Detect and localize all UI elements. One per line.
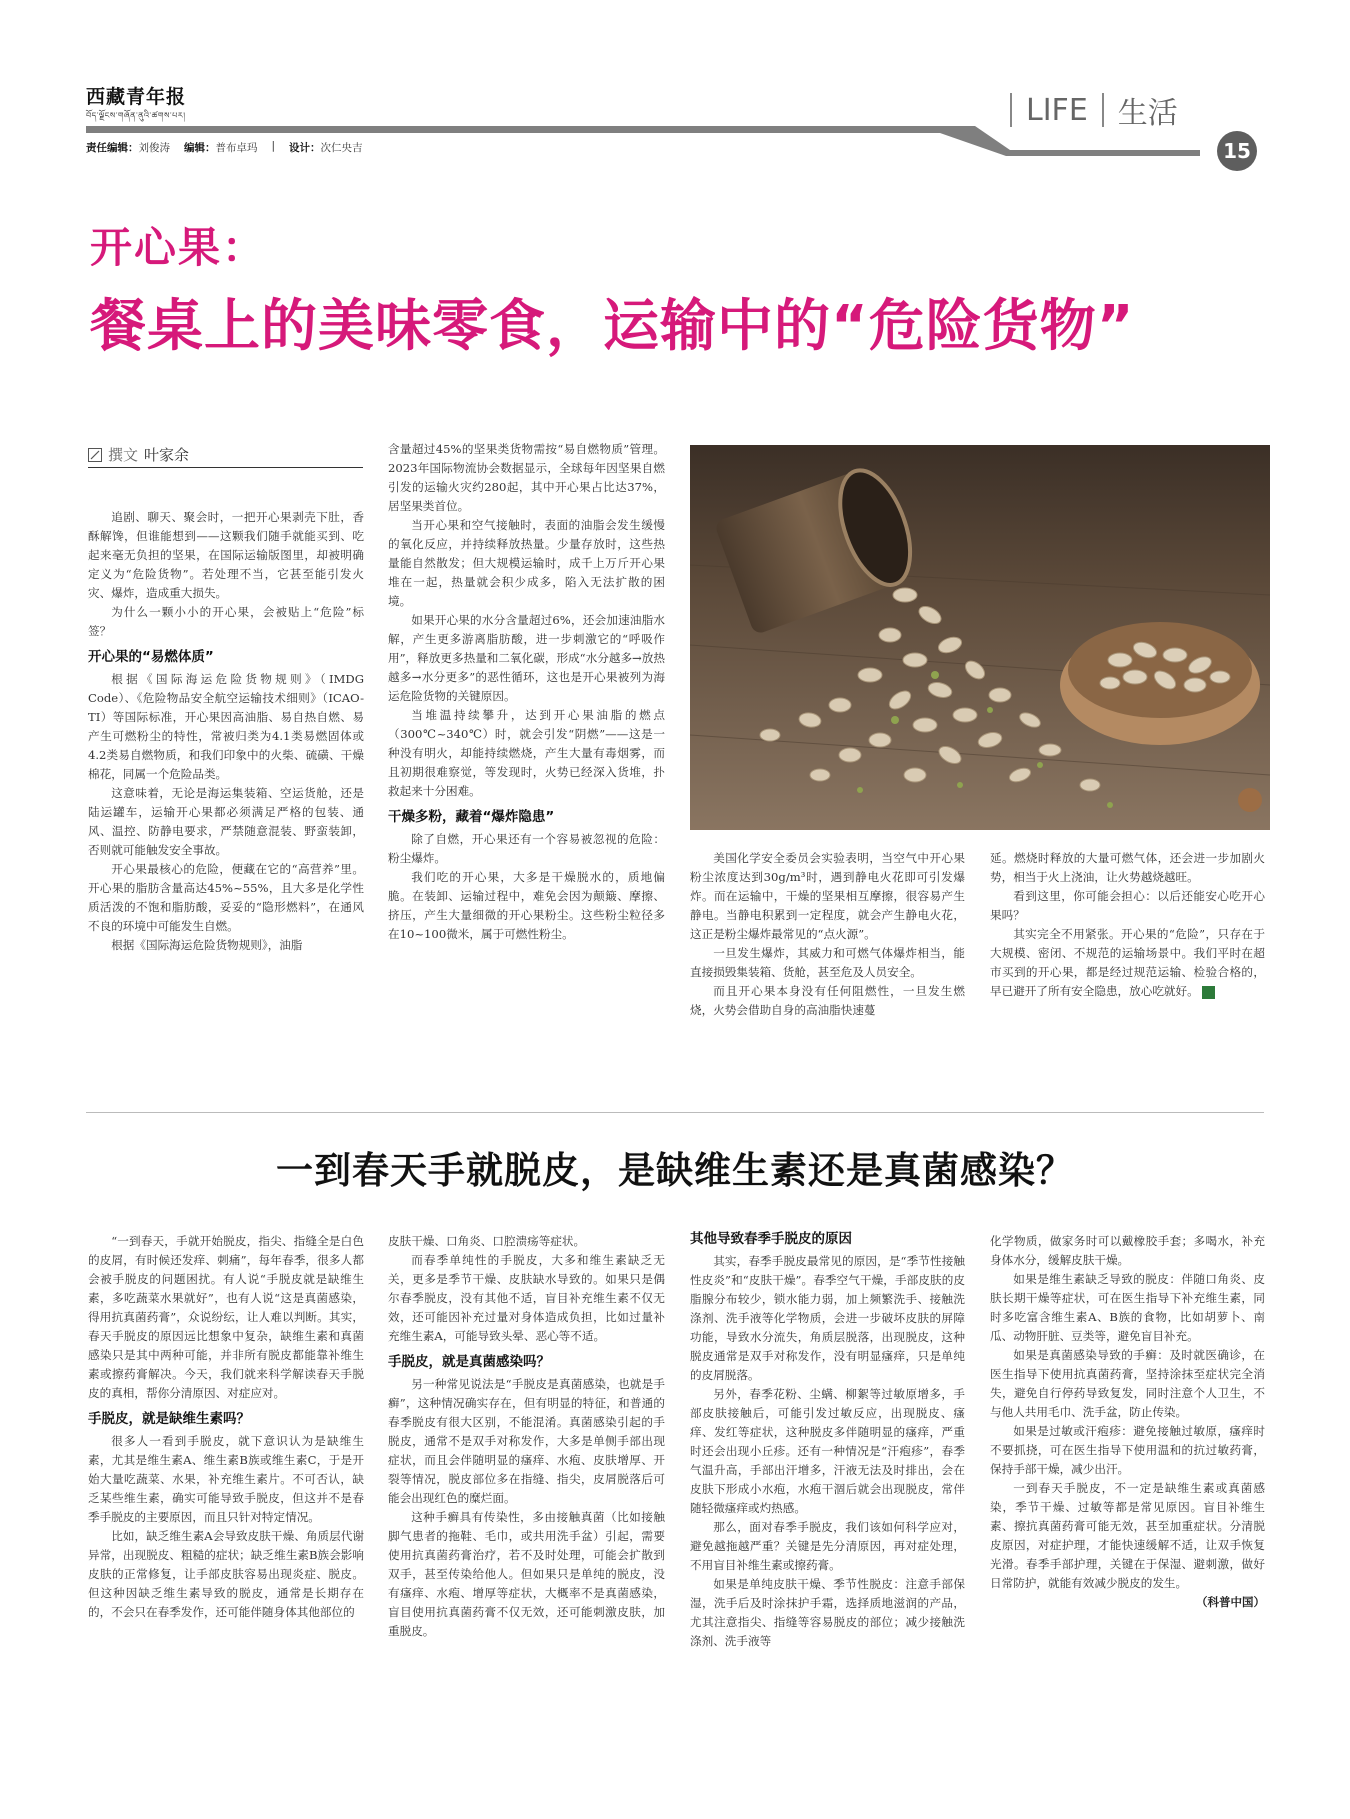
- paragraph: 另外，春季花粉、尘螨、柳絮等过敏原增多，手部皮肤接触后，可能引发过敏反应，出现脱皮、瘙痒、发红等症状，这种脱皮多伴随明显的瘙痒，严重时还会出现小丘疹。还有一种情况是“汗疱疹”，春季气温升高，手部出汗增多，汗液无法及时排出，会在皮肤下形成小水疱，水疱干涸后就会出现脱皮，常伴随轻微瘙痒或灼热感。: [690, 1387, 965, 1515]
- byline-author: 叶家余: [144, 446, 190, 464]
- paragraph: 如果是维生素缺乏导致的脱皮：伴随口角炎、皮肤长期干燥等症状，可在医生指导下补充维生素，同时多吃富含维生素A、B族的食物，比如胡萝卜、南瓜、动物肝脏、豆类等，避免盲目补充。: [990, 1272, 1265, 1343]
- paragraph: 一旦发生爆炸，其威力和可燃气体爆炸相当，能直接损毁集装箱、货舱，甚至危及人员安全。: [690, 946, 965, 979]
- paragraph: 当开心果和空气接触时，表面的油脂会发生缓慢的氧化反应，并持续释放热量。少量存放时，这些热量能自然散发；但大规模运输时，成千上万斤开心果堆在一起，热量就会积少成多，陷入无法扩散的困境。: [388, 518, 665, 608]
- article2-source: （科普中国）: [1196, 1595, 1265, 1609]
- paragraph: 当堆温持续攀升，达到开心果油脂的燃点（300℃~340℃）时，就会引发“阴燃”——这是一种没有明火，却能持续燃烧，产生大量有毒烟雾，而且初期很难察觉，等发现时，火势已经深入货堆，扑救起来十分困难。: [388, 708, 665, 798]
- paragraph: “一到春天，手就开始脱皮，指尖、指缝全是白色的皮屑，有时候还发痒、刺痛”，每年春季，很多人都会被手脱皮的问题困扰。有人说“手脱皮就是缺维生素，多吃蔬菜水果就好”，也有人说“这是真菌感染，得用抗真菌药膏”，众说纷纭，让人难以判断。其实，春天手脱皮的原因远比想象中复杂，缺维生素和真菌感染只是其中两种可能，并非所有脱皮都能靠补维生素或擦药膏解决。今天，我们就来科学解读春天手脱皮的真相，帮你分清原因、对症应对。: [88, 1234, 364, 1400]
- subheading: 手脱皮，就是真菌感染吗？: [388, 1354, 550, 1370]
- byline-rule: [88, 467, 363, 468]
- paragraph: 其实完全不用紧张。开心果的“危险”，只存在于大规模、密闭、不规范的运输场景中。我们平时在超市买到的开心果，都是经过规范运输、检验合格的，早已避开了所有安全隐患，放心吃就好。 青: [990, 927, 1265, 998]
- credit-designer: 设计：次仁央吉: [289, 142, 363, 154]
- paragraph: 一到春天手脱皮，不一定是缺维生素或真菌感染，季节干燥、过敏等都是常见原因。盲目补维生素、擦抗真菌药膏可能无效，甚至加重症状。分清脱皮原因，对症护理，才能快速缓解不适，让双手恢复光滑。春季手部护理，关键在于保湿、避刺激，做好日常防护，就能有效减少脱皮的发生。: [990, 1481, 1265, 1590]
- newspaper-logo-tibetan: བོད་ལྗོངས་གཞོན་ནུའི་ཚགས་པར།: [86, 111, 186, 120]
- paragraph: 我们吃的开心果，大多是干燥脱水的，质地偏脆。在装卸、运输过程中，难免会因为颠簸、摩擦、挤压，产生大量细微的开心果粉尘。这些粉尘粒径多在10~100微米，属于可燃性粉尘。: [388, 870, 665, 941]
- section-divider-mid: [1102, 93, 1104, 127]
- paragraph: 而春季单纯性的手脱皮，大多和维生素缺乏无关，更多是季节干燥、皮肤缺水导致的。如果只是偶尔春季脱皮，没有其他不适，盲目补充维生素不仅无效，还可能因补充过量对身体造成负担，比如过量补充维生素A，可能导致头晕、恶心等不适。: [388, 1253, 665, 1343]
- article1-headline: 餐桌上的美味零食，运输中的“危险货物”: [90, 294, 1135, 359]
- byline-label: 撰文: [108, 446, 139, 464]
- paragraph: 这种手癣具有传染性，多由接触真菌（比如接触脚气患者的拖鞋、毛巾，或共用洗手盆）引起，需要使用抗真菌药膏治疗，若不及时处理，可能会扩散到双手，甚至传染给他人。但如果只是单纯的脱皮，没有瘙痒、水疱、增厚等症状，大概率不是真菌感染，盲目使用抗真菌药膏不仅无效，还可能刺激皮肤，加重脱皮。: [388, 1510, 665, 1638]
- article1-column-3: [690, 849, 965, 1020]
- paragraph: 很多人一看到手脱皮，就下意识认为是缺维生素，尤其是维生素A、维生素B族或维生素C，于是开始大量吃蔬菜、水果，补充维生素片。不可否认，缺乏某些维生素，确实可能导致手脱皮，但这并不是春季手脱皮的主要原因，而且只针对特定情况。: [88, 1434, 364, 1524]
- paragraph: 如果开心果的水分含量超过6%，还会加速油脂水解，产生更多游离脂肪酸，进一步刺激它的“呼吸作用”，释放更多热量和二氧化碳，形成“水分越多→放热越多→水分更多”的恶性循环，这也是开心果被列为海运危险货物的关键原因。: [388, 613, 665, 703]
- paragraph: 美国化学安全委员会实验表明，当空气中开心果粉尘浓度达到30g/m³时，遇到静电火花即可引发爆炸。而在运输中，干燥的坚果相互摩擦，很容易产生静电。当静电积累到一定程度，就会产生静电火花，这正是粉尘爆炸最常见的“点火源”。: [690, 851, 965, 941]
- paragraph: 根据《国际海运危险货物规则》，油脂: [111, 938, 303, 952]
- pistachio-photo: [690, 445, 1270, 830]
- subheading: 开心果的“易燃体质”: [88, 649, 214, 665]
- article2-column-2: [388, 1232, 665, 1641]
- credit-editor: 编辑：普布卓玛: [184, 142, 258, 154]
- section-label-cn: 生活: [1117, 96, 1178, 131]
- paragraph: 化学物质，做家务时可以戴橡胶手套；多喝水，补充身体水分，缓解皮肤干燥。: [990, 1234, 1265, 1267]
- paragraph: 除了自燃，开心果还有一个容易被忽视的危险：粉尘爆炸。: [388, 832, 665, 865]
- newspaper-logo: 西藏青年报: [86, 86, 187, 108]
- paragraph: 为什么一颗小小的开心果，会被贴上“危险”标签？: [88, 605, 364, 638]
- paragraph: 那么，面对春季手脱皮，我们该如何科学应对，避免越拖越严重？关键是先分清原因，再对症处理，不用盲目补维生素或擦药膏。: [690, 1520, 965, 1572]
- paragraph: 看到这里，你可能会担心：以后还能安心吃开心果吗？: [990, 889, 1265, 922]
- subheading: 其他导致春季手脱皮的原因: [690, 1231, 852, 1247]
- paragraph: 根据《国际海运危险货物规则》（IMDG Code）、《危险物品安全航空运输技术细则》（ICAO-TI）等国际标准，开心果因高油脂、易自热自燃、易产生可燃粉尘的特性，常被归类为4.1类易燃固体或4.2类易自燃物质，和我们印象中的火柴、硫磺、干燥棉花，同属一个危险品类。: [88, 672, 364, 781]
- paragraph: 如果是单纯皮肤干燥、季节性脱皮：注意手部保湿，洗手后及时涂抹护手霜，选择质地滋润的产品，尤其注意指尖、指缝等容易脱皮的部位；减少接触洗涤剂、洗手液等: [690, 1577, 965, 1648]
- paragraph: 比如，缺乏维生素A会导致皮肤干燥、角质层代谢异常，出现脱皮、粗糙的症状；缺乏维生素B族会影响皮肤的正常修复，让手部皮肤容易出现炎症、脱皮。但这种因缺乏维生素导致的脱皮，通常是长期存在的，不会只在春季发作，还可能伴随身体其他部位的: [88, 1529, 364, 1619]
- paragraph: 含量超过45%的坚果类货物需按“易自燃物质”管理。2023年国际物流协会数据显示，全球每年因坚果自燃引发的运输火灾约280起，其中开心果占比达37%，居坚果类首位。: [388, 442, 665, 513]
- pen-square-icon: [88, 448, 102, 462]
- section-label-en: LIFE: [1026, 92, 1088, 128]
- section-divider: [86, 1112, 1264, 1113]
- section-divider-left: [1010, 93, 1012, 127]
- article2-column-4: [990, 1232, 1265, 1612]
- paragraph: 如果是真菌感染导致的手癣：及时就医确诊，在医生指导下使用抗真菌药膏，坚持涂抹至症状完全消失，避免自行停药导致复发，同时注意个人卫生，不与他人共用毛巾、洗手盆，防止传染。: [990, 1348, 1265, 1419]
- end-mark-icon: 青: [1202, 986, 1215, 999]
- editor-credits: [86, 140, 363, 155]
- article1-column-4: [990, 849, 1265, 1001]
- article2-column-3: [690, 1228, 965, 1651]
- paragraph: 开心果最核心的危险，便藏在它的“高营养”里。开心果的脂肪含量高达45%~55%，且大多是化学性质活泼的不饱和脂肪酸，妥妥的“隐形燃料”，在通风不良的环境中可能发生自燃。: [88, 862, 364, 933]
- article1-column-2: [388, 440, 665, 944]
- paragraph: 另一种常见说法是“手脱皮是真菌感染，也就是手癣”，这种情况确实存在，但有明显的特征，和普通的春季脱皮有很大区别，不能混淆。真菌感染引起的手脱皮，通常不是双手对称发作，大多是单侧手部出现症状，而且会伴随明显的瘙痒、水疱、皮肤增厚、开裂等情况，脱皮部位多在指缝、指尖，皮屑脱落后可能会出现红色的糜烂面。: [388, 1377, 665, 1505]
- paragraph: 追剧、聊天、聚会时，一把开心果剥壳下肚，香酥解馋，但谁能想到——这颗我们随手就能买到、吃起来毫无负担的坚果，在国际运输版图里，却被明确定义为“危险货物”。若处理不当，它甚至能引发火灾、爆炸，造成重大损失。: [88, 510, 364, 600]
- paragraph: 如果是过敏或汗疱疹：避免接触过敏原，瘙痒时不要抓挠，可在医生指导下使用温和的抗过敏药膏，保持手部干燥，减少出汗。: [990, 1424, 1265, 1476]
- page-number: 15: [1217, 131, 1257, 171]
- header-rule-slant: [940, 126, 1200, 156]
- header-rule: [86, 126, 966, 133]
- paragraph: 皮肤干燥、口角炎、口腔溃疡等症状。: [388, 1234, 586, 1248]
- subheading: 干燥多粉，藏着“爆炸隐患”: [388, 809, 555, 825]
- credit-editor-in-charge: 责任编辑：刘俊涛: [86, 142, 170, 154]
- paragraph: 延。燃烧时释放的大量可燃气体，还会进一步加剧火势，相当于火上浇油，让火势越烧越旺。: [990, 851, 1265, 884]
- credit-separator: |: [271, 140, 276, 152]
- paragraph: 这意味着，无论是海运集装箱、空运货舱，还是陆运罐车，运输开心果都必须满足严格的包装、通风、温控、防静电要求，严禁随意混装、野蛮装卸，否则就可能触发安全事故。: [88, 786, 364, 857]
- article1-column-1: [88, 508, 364, 955]
- paragraph: 其实，春季手脱皮最常见的原因，是“季节性接触性皮炎”和“皮肤干燥”。春季空气干燥，手部皮肤的皮脂腺分布较少，锁水能力弱，加上频繁洗手、接触洗涤剂、洗手液等化学物质，会进一步破坏皮肤的屏障功能，导致水分流失，角质层脱落，出现脱皮，这种脱皮通常是双手对称发作，没有明显瘙痒，只是单纯的皮屑脱落。: [690, 1254, 965, 1382]
- article1-byline: [88, 444, 189, 465]
- article1-kicker: 开心果：: [90, 223, 267, 272]
- article2-headline: 一到春天手就脱皮，是缺维生素还是真菌感染？: [276, 1148, 1074, 1192]
- article2-column-1: [88, 1232, 364, 1622]
- subheading: 手脱皮，就是缺维生素吗？: [88, 1411, 250, 1427]
- paragraph: 而且开心果本身没有任何阻燃性，一旦发生燃烧，火势会借助自身的高油脂快速蔓: [690, 984, 965, 1017]
